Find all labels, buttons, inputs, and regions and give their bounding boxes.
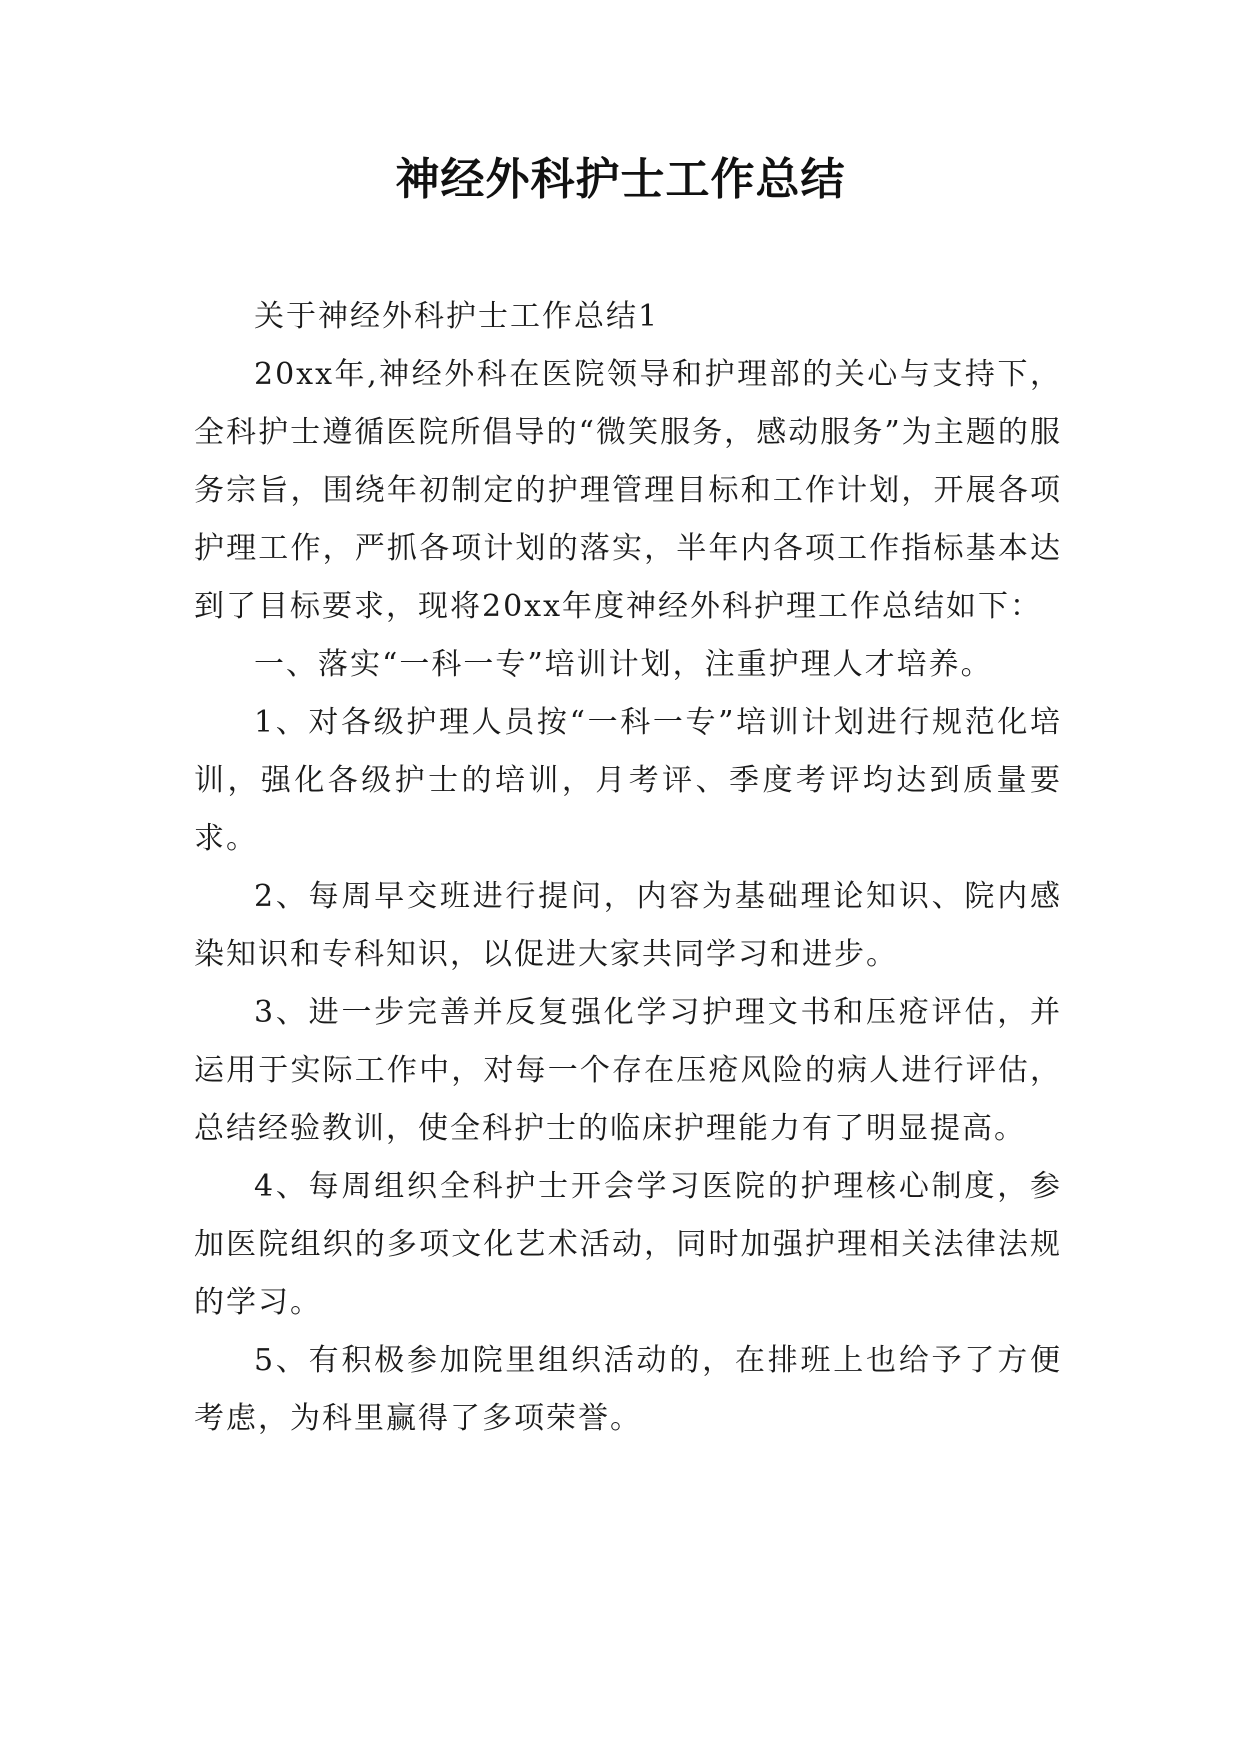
document-title: 神经外科护士工作总结	[395, 154, 846, 205]
paragraph-item-1: 1、对各级护理人员按“一科一专”培训计划进行规范化培训，强化各级护士的培训，月考评、季度考评均达到质量要求。	[194, 705, 1062, 856]
paragraph-item-5: 5、有积极参加院里组织活动的，在排班上也给予了方便考虑，为科里赢得了多项荣誉。	[194, 1343, 1062, 1436]
paragraph-item-2: 2、每周早交班进行提问，内容为基础理论知识、院内感染知识和专科知识，以促进大家共同学习和进步。	[194, 879, 1062, 972]
paragraph-heading: 关于神经外科护士工作总结1	[254, 299, 660, 334]
paragraph-intro: 20xx年,神经外科在医院领导和护理部的关心与支持下，全科护士遵循医院所倡导的“微笑服务，感动服务”为主题的服务宗旨，围绕年初制定的护理管理目标和工作计划，开展各项护理工作，严抓各项计划的落实，半年内各项工作指标基本达到了目标要求，现将20xx年度神经外科护理工作总结如下：	[194, 357, 1062, 624]
paragraph-item-3: 3、进一步完善并反复强化学习护理文书和压疮评估，并运用于实际工作中，对每一个存在压疮风险的病人进行评估，总结经验教训，使全科护士的临床护理能力有了明显提高。	[194, 995, 1062, 1146]
document-body	[194, 288, 1062, 1448]
paragraph-item-4: 4、每周组织全科护士开会学习医院的护理核心制度，参加医院组织的多项文化艺术活动，同时加强护理相关法律法规的学习。	[194, 1169, 1062, 1320]
section-heading-one: 一、落实“一科一专”培训计划，注重护理人才培养。	[254, 647, 993, 682]
